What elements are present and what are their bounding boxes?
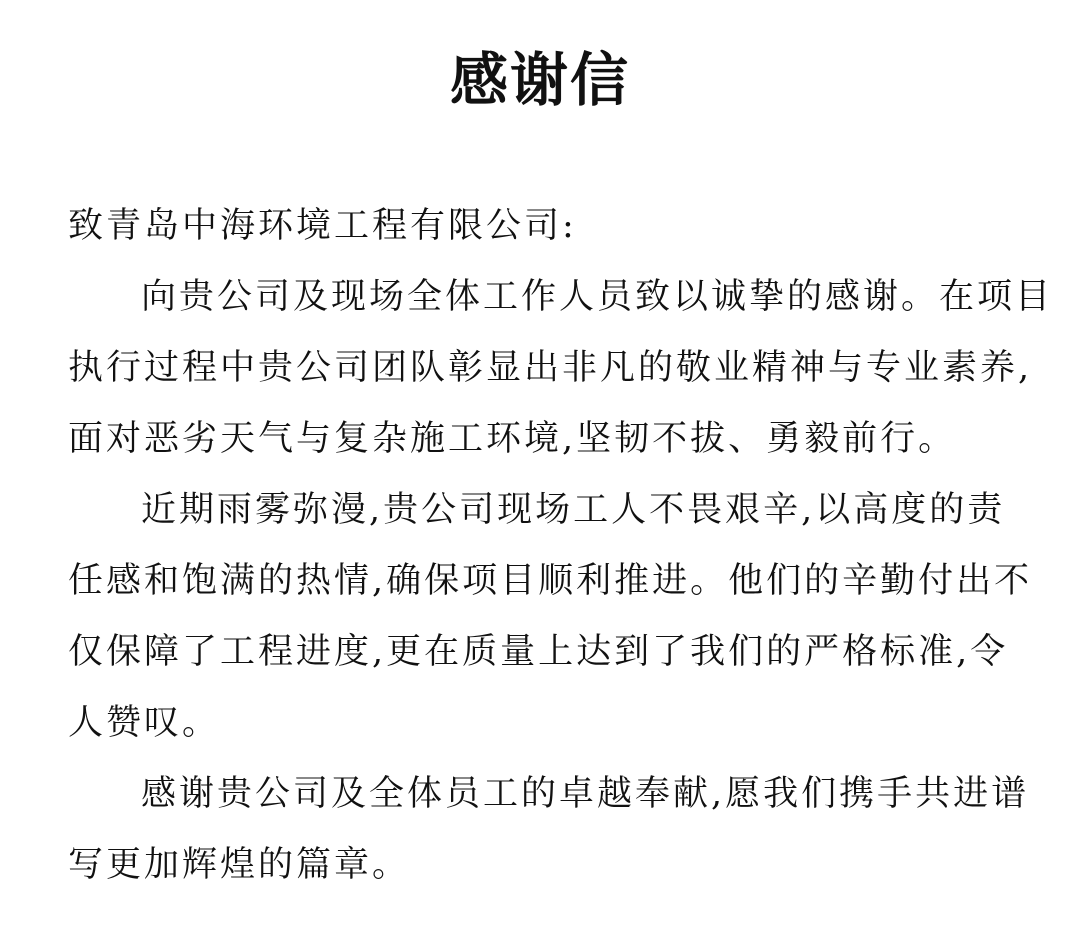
paragraph-line: 仅保障了工程进度,更在质量上达到了我们的严格标准,令 — [68, 632, 1009, 672]
paragraph-line: 面对恶劣天气与复杂施工环境,坚韧不拔、勇毅前行。 — [68, 419, 957, 459]
paragraph-line: 任感和饱满的热情,确保项目顺利推进。他们的辛勤付出不 — [68, 561, 1033, 601]
letter-body — [68, 191, 1054, 901]
salutation: 致青岛中海环境工程有限公司: — [68, 206, 577, 246]
paragraph-line: 写更加辉煌的篇章。 — [68, 845, 411, 885]
paragraph-line: 执行过程中贵公司团队彰显出非凡的敬业精神与专业素养, — [68, 348, 1033, 388]
paragraph-line: 向贵公司及现场全体工作人员致以诚挚的感谢。在项目 — [141, 277, 1054, 317]
paragraph-closing — [68, 759, 1028, 901]
paragraph-workers — [68, 475, 1033, 759]
letter-title: 感谢信 — [449, 46, 630, 114]
paragraph-gratitude — [68, 262, 1054, 475]
paragraph-line: 人赞叹。 — [68, 703, 221, 743]
paragraph-line: 感谢贵公司及全体员工的卓越奉献,愿我们携手共进谱 — [141, 774, 1030, 814]
paragraph-line: 近期雨雾弥漫,贵公司现场工人不畏艰辛,以高度的责 — [141, 490, 1006, 530]
